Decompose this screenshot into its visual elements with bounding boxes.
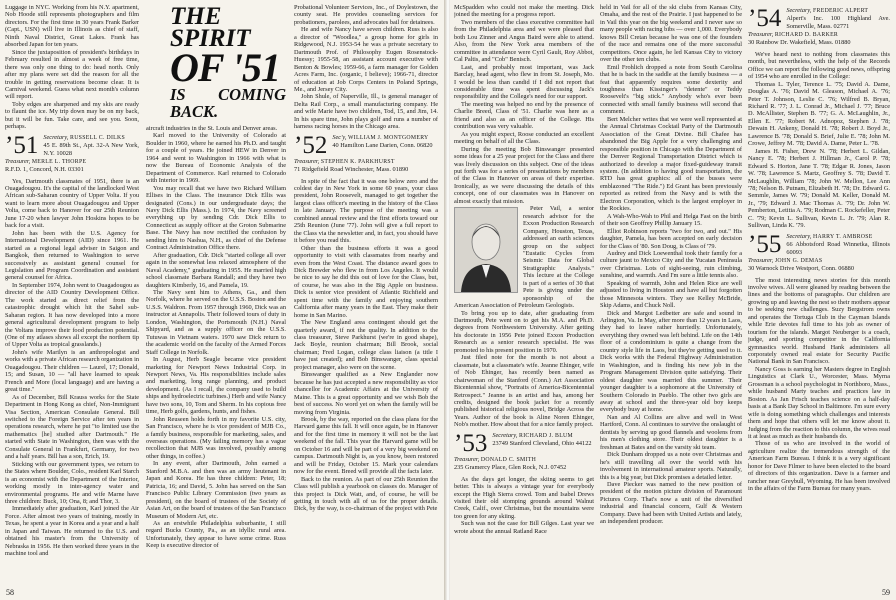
paragraph: You may recall that we have two Richard William Ellises in the Class. The insurance Dick Ellis was designated (Cons.) in our undergraduate days; the Navy Dick Ellis (Mass.). In 1974, the Navy screened everything up by sending Cdr. Dick Ellis to Connecticut as supply officer at the Groton Submarine Base. The Navy has now rectified the confusion by sending him to Nashua, N.H., as chief of the Defense Contract Administration Office there. <box>146 184 286 252</box>
headline-line-3: IS COMING BACK. <box>170 85 286 121</box>
paragraph: Bert Melcher writes that we were well represented at the Annual Christmas Cocktail Party of the Dartmouth Association of the Great Divine. Bill Chafee has abandoned the Big Apple for a very challenging and responsible position in Chicago with the Department of the Denver Regional Transportation District which is authorized to develop a major fixed-guideway transit system. (In addition to having good transportation, the RTD has great graphics: all of the busses were emblazoned "The Ride.") Ed Grant has been previously reported as retired from the Navy and is with the Electron Corporation, which is the largest employer in the Rockies. <box>600 115 742 213</box>
secretary-label: Secretary, <box>786 232 812 240</box>
paragraph: Just filed note for the month is not about a classmate, but a classmate's wife. Jeanne Ehinger, wife of Nob Ehinger, has recently been named as chairwoman of the Stanford (Conn.) Art Association Bicentennial show, "Portraits of America-Bicentennial Retrospect." Jeanne is an artist and has, among her credits, designed the book jacket for a recently published historical religious novel, Bridge Across the Years. Author of the book is Aline Noren Ehinger, Nob's mother. How about that for a nice family project. <box>454 354 594 429</box>
paragraph: To bring you up to date, after graduating from Dartmouth, Pete went on to get his M.A. and Ph.D. degrees from Northwestern University. After getting his doctorate in 1956 Pete joined Exxon Production Research as a senior research specialist. He was promoted to his present position in 1970. <box>454 309 594 354</box>
treasurer-address: 235 Gramercy Place, Glen Rock, N.J. 07452 <box>454 464 567 472</box>
right-page <box>450 0 896 600</box>
paragraph: John has been with the U.S. Agency for International Development (AID) since 1961. He started as a regional legal adviser in Saigon and Bangkok, then returned to Washington to serve successively as assistant general counsel for Legislation and Program Coordination and assistant general counsel for Africa. <box>5 229 139 282</box>
paragraph: Dick Dunham dropped us a note over Christmas and he's still travelling all over the world with his involvement in international amateur sports. Naturally, this is a big year, but Dick promises a detailed letter. <box>600 451 742 481</box>
paragraph: Immediately after graduation, Karl joined the Air Force. After almost two years of training, mostly in Texas, he spent a year in Korea and a year and a half in Japan and Taiwan. He returned to the U.S. and obtained his master's from the University of Nebraska in 1956. He then worked three years in the machine tool and <box>5 505 139 558</box>
column-5 <box>600 4 742 582</box>
paragraph: Luggage in NYC. Working from his N.Y. apartment, Nob Hoode still represents photographers and film directors. For the first time in 30 years Frank Barker (Capt., USN) will live in Illinois as chief of staff, Ninth Naval District, Great Lakes. Frank has absorbed Japan for ten years. <box>5 4 139 49</box>
class-year: ’54 <box>748 5 782 32</box>
secretary-label: Sec'y, <box>332 133 347 141</box>
treasurer-name: MERLE L. THORPE <box>31 158 87 165</box>
paragraph: In spite of the fact that it was one below zero and the coldest day in New York in some 60 years, your class president, John Roosevelt, managed to get together the largest class officer's meeting in the history of the Class in late January. The purpose of the meeting was a combined annual review and the first efforts toward our 25th Reunion (June '77). John will give a full report to the Class via the newsletter and, in fact, you should have it before you read this. <box>294 177 438 245</box>
paragraph: Dave Piecker was named to the new position of president of the motion picture division of Paramount Pictures Corp. That's now a unit of the diversified industrial and financial concern, Gulf & Western Company. Dave had been with United Artists and lately, an independent producer. <box>600 481 742 526</box>
paragraph: As an erstwhile Philadelphia suburbanite, I still regard Bucks County, Pa., as an idyllic rural area. Unfortunately, they appear to have some crime. Russ Keep is executive director of <box>146 520 286 550</box>
paragraph: Elliot Robinson reports "two for two, and out." His daughter, Pamela, has been accepted on early decision for the Class of '80. Son Doug, is Class of '79. <box>600 227 742 250</box>
paragraph: A Wah-Who-Wah to Phil and Helga Fast on the birth of their son Geoffrey Phillip January 15. <box>600 212 742 228</box>
class-year: ’52 <box>294 131 328 159</box>
secretary-address: 23749 Stanford Cleveland, Ohio 44122 <box>492 440 592 448</box>
paragraph: We've heard next to nothing from classmates this month, but nevertheless, with the help of the Records Office we can report the following good news, offspring of 1954 who are enrolled in the College: <box>748 50 890 81</box>
paragraph: Dick and Margot Ledbetter are safe and sound in Arlington, Va. In May, after more than 12 years in Laos, they had to leave rather hurriedly. Unfortunately, everything they owned was left behind. Life on the 14th floor of a condominium is quite a change from the country style life in Laos, but they're getting used to it. Dick works with the Federal Highway Administration in Washington, and is finding his new job in the Program Management Division quite satisfying. Their oldest daughter was married this summer. Their younger daughter is a sophomore at the University of Southern Colorado in Pueblo. The other two girls are away at school and the three-year old boy keeps everybody busy at home. <box>600 309 742 414</box>
page-number: 59 <box>882 588 890 597</box>
paragraph: In any event, after Dartmouth, John earned a Stanford M.B.A. and then was an army lieutenant in Japan and Korea. He has three children: Peter, 18; Patricia, 16; and David, 5. John has served on the San Francisco Public Library Commission (two years as president), on the board of trustees of the Society of Asian Art, on the board of trustees of the San Francisco Museum of Modern Art, etc. <box>146 460 286 520</box>
column-4 <box>454 4 594 582</box>
paragraph: Binswanger qualified as a New Englander now because he has just accepted a new responsibility as vice chancellor for Academic Affairs at the University of Maine. This is a great opportunity and we wish Bob the best of success. No word yet on when the family will be moving from Virginia. <box>294 371 438 416</box>
secretary-label: Secretary, <box>786 7 812 14</box>
paragraph: Probational Volunteer Services, Inc., of Doylestown, the county seat. He provides counseling services for probationers, parolees, and advocates bail for detainees. <box>294 4 438 26</box>
column-1 <box>5 4 139 582</box>
paragraph: held in Vail for all of the ski clubs from Kansas City, Omaha, and the rest of the Prairie. I just happened to be in Vail this year on the big weekend and I never saw so many people with racing bibs — over 1,000. Everybody knows Bill Cretan because he was one of the founders of the race and remains one of the more successful competitors. Once again, he led Kansas City to victory over the other ten clubs. <box>600 4 742 64</box>
paragraph: Audrey and Dick Loewenthal took their family for a culture jaunt to Mexico City and the Yucatan Peninsula over Christmas. Lots of sight-seeing, ruin climbing, sunshine, and warmth. And I'm sure a little tennis also. <box>600 249 742 280</box>
treasurer-address: 71 Ridgefield Road Winchester, Mass. 01890 <box>294 166 409 174</box>
secretary-label: Secretary, <box>43 133 69 141</box>
paragraph: In August, Herb Seagle became vice president marketing for Newport News Industrial Corp. in Newport News, Va. His responsibilities include sales and marketing, long range planning, and product development. (As I recall, the company used to build ships and hydroelectric turbines.) Herb and wife Nancy have two sons, 10, Tom and Sherm. In his copious free time, Herb golfs, gardens, hunts, and fishes. <box>146 356 286 416</box>
paragraph: Brook, by the way, reported on the class plans for the Harvard game this fall. It will once again, be in Hanover and for the first time in memory it will not be the last weekend of the fall. This year the Harvard game will be on October 16 and will be part of a very big weekend on campus. Dartmouth Night is, as you know, been restored and will be Friday, October 15. Mark your calendars now for the event. Breed will provide all the facts later. <box>294 416 438 476</box>
treasurer-address: 30 Rainbow Dr. Wakefield, Mass. 01880 <box>748 39 851 47</box>
column-2 <box>146 4 286 582</box>
paragraph: Two members of the class executive committee hail from the Philadelphia area and we were pleased that both Lou Zinner and Angus Baird were able to attend. Also, from the New York area members of the committee in attendance were Cyril Gault, Roy Abbot, Cal Paltis, and "Cob" Benisch. <box>454 18 594 64</box>
paragraph: McSpadden who could not make the meeting. Dick joined the meeting for a progress report. <box>454 4 594 19</box>
portrait-photo-graphic <box>455 208 517 292</box>
paragraph: Such was not the case for Bill Gilges. Last year we wrote about the annual Ratland Race <box>454 520 594 535</box>
paragraph: Thomas L. Tyler, Terence L. '75; David A. Dame, Douglas A. '76; David M. Gleason, Michael A. '76; Peter T. Johnson, Leslie C. '76; Wilfred B. Bryan, Richard R. '77; J. L. Conrad Jr., Michael J. '77; Bruce D. McAllister, Stephen B. '77; G. A. McLaughlin, Jr., Ellen E. '77; Robert M. Adnopoz, Stephen J. '78; Dewain H. Ankeny, Donald H. '78; Robert J. Boyd Jr., Lawrence B. '78; Donald S. Brief, Julie E. '78; John M. Crowe, Jeffrey M. '78; David A. Dame, Peter L. '78. <box>748 80 890 148</box>
paragraph: James H. Fisher, Drew N. '78; Herbert L. Gildan, Nancy E. '78; Herbert J. Hillman Jr., Carol P. '78; Edward S. Horton, Jane T. '78; Edgar R. Jones, Jason W. '78; Lawrence S. Martz, Geoffrey S. '78; David T. McLaughlin, William '78; John W. Mellon, Lee Ann '78; Nelson B. Putnam, Elizabeth H. '78; Dr. Edward G. Semmle, James W. '79; Donald M. Keller, Donald M. Jr., '79; Edward J. Mac Thomas A. '79; Dr. John W. Pemberton, Letitia A. '79; Rodman C. Rockefeller, Peter C. '79; Kevin L. Sullivan, Kevin L. Jr. '79; Alan R. Sullivan, Linda K. '79. <box>748 147 890 230</box>
secretary-name: FREDERIC ALPERT <box>813 8 869 14</box>
class-header-51 <box>5 131 139 174</box>
treasurer-label: Treasurer, <box>294 157 320 165</box>
paragraph: He and wife Nancy have seven children. Russ is also a director of "Woodlea," a group home for girls in Ridgewood, N.J. 1953-54 he was a private secretary to Dartmouth Prof. of Philosophy Eugen Rosenstock-Huessy; 1955-58, an assistant account executive with Benton & Bowles; 1959-66, a farm manager for Golden Acres Farm, Inc. (organic, I believe); 1966-71, director of education at Job Corps Centers in Poland Springs, Me., and Jersey City. <box>294 26 438 93</box>
secretary-name: WILLIAM J. MONTGOMERY <box>348 134 429 141</box>
headline-line-2: OF '51 <box>170 45 280 90</box>
treasurer-label: Treasurer, <box>748 31 774 38</box>
secretary-address: Alpert's Inc. 100 Highland Ave. Somerville, Mass. 02771 <box>786 15 890 30</box>
paragraph: Nancy Goss is earning her Masters degree in English Linguistics at Clark U., Worcester, Mass. Myrna Grossman is a school psychologist in Northboro, Mass., while husband Marty teaches and practices law in Boston. As Jan Frisch teaches science on a half-day basis at a Bank Day School in Baltimore. I'm sure every wife is doing something which challenges and interests them and hope that others will let me know about it. Judging from the reaction to this column, the wives read it at least as much as their husbands do. <box>748 365 890 441</box>
treasurer-address: R.F.D. 1, Concord, N.H. 03301 <box>5 166 84 174</box>
paragraph: The most interesting news stories for this month involve wives. All were gleaned by reading between the lines and the bottoms of paragraphs. Our children are growing up and leaving the nest so their mothers appear to be seeking new challenges. Suzy Bergstrom owns and operates the Tortuga Club in the Cayman Islands while Erie devotes full time to his job as owner of tourism for the islands. Margot Neuberger is a coach, judge, and sporting competitor in the California gymnastics world. Husband Hank administers all corporately owned real estate for Security Pacific National Bank in San Francisco. <box>748 276 890 366</box>
paragraph: Toby edges are sharpened and my skis are ready to flaunt the ice. My trip down may be on my back, but it will be fun. Take care, and see you. Soon, perhaps. <box>5 100 139 131</box>
paragraph: Back to the reunion. As part of our 25th Reunion the Class will publish a yearbook on classes do. Manager of this project is Dick Watt, and, of course, he will be getting in touch with all of us for the proper details. Dick, by the way, is co-chairman of the project with Pete <box>294 475 438 513</box>
class-header-52 <box>294 131 438 174</box>
left-page <box>0 0 446 600</box>
secretary-name: RUSSELL C. DILKS <box>70 134 126 141</box>
paragraph: John Shule, of Naperville, Ill., is general manager of Delta Rail Corp., a small manufacturing company. He and wife Marie have two children, Tod, 15, and Jim, 14. In his spare time, John plays golf and runs a number of harness racing horses in the Chicago area. <box>294 93 438 131</box>
class-header-54 <box>748 7 890 47</box>
column-6 <box>748 4 890 582</box>
paragraph: Speaking of warmth, John and Helen Rice are well adjusted to living in Houston and have all but forgotten those Minnesota winters. They see Kelley McBride, Skip Adams, and Chuck Noll. <box>600 279 742 310</box>
treasurer-label: Treasurer, <box>454 455 480 463</box>
portrait-photo <box>454 207 518 293</box>
treasurer-name: DONALD C. SMITH <box>480 456 537 463</box>
treasurer-name: JOHN G. DEMAS <box>774 257 823 264</box>
treasurer-label: Treasurer, <box>748 256 774 264</box>
paragraph: As the days get longer, the skiing seems to get better. This is always a vintage year for everybody except the High Sierra crowd. Tom and Isabel Drews visited their old stomping grounds around Walnut Creek, Calif., over Christmas, but the mountains were too green for any skiing. <box>454 475 594 520</box>
headline-line-1: THE SPIRIT <box>170 4 251 52</box>
paragraph: John's wife Marilyn is an anthropologist and works with a private African research organization in Ouagadougou. Their children — Laurel, 17; Donald, 15; and Susan, 10 — "all have learned to speak French and More (local language) and are having a great time." <box>5 348 139 394</box>
class-header-55 <box>748 230 890 273</box>
paragraph: The meeting was helped no end by the presence of Charlie Breed, Class of '51. Charlie was here as a friend and also as an officer of the College. His contribution was very valuable. <box>454 100 594 131</box>
treasurer-name: RICHARD D. BARKER <box>774 32 839 38</box>
paragraph: In September 1974, John went to Ouagadougou as director of the AID Country Development Office. The work started as direct relief from the catastrophic drought which hit the Sahel sub-Saharan region. It has now developed into a more general agricultural development program to help the Voltans improve their food production potential. (One of my atlases shows all except the northern tip of Upper Volta as tropical grasslands.) <box>5 281 139 349</box>
paragraph: Those of us who are involved in the world of agriculture realize the tremendous strength of the American Farm Bureau. I think it is a very significant honor for Dave Filmer to have been elected to the board of directors of this organization. Dave is a farmer and rancher near Greybull, Wyoming. He has been involved in the affairs of the Farm Bureau for many years. <box>748 440 890 493</box>
column-3 <box>294 4 438 582</box>
paragraph: As of December, Bill Krauss works for the State Department in Hong Kong as chief, Non-Immigrant Visa Section, American Consulate General. Bill switched to the Foreign Service after ten years in operations research, where he put "to limited use the mathematics [he] studied after Dartmouth." He started with State in Washington, then was with the Consulate General in Frankfurt, Germany, for two and a half years. Bill has a son, Erich, 19. <box>5 393 139 461</box>
paragraph: Last, and probably most important, was Jack Barclay, head agent, who flew in from St. Joseph, Mo. I would be less than candid if I did not report that considerable time was spent discussing Jack's responsibility and the College's need for our support. <box>454 63 594 101</box>
paragraph: aircraft industries in the St. Louis and Denver areas. <box>146 125 278 132</box>
paragraph: Karl moved to the University of Colorado at Boulder in 1960, where he earned his Ph.D. and taught for a couple of years. He joined HEW in Denver in 1964 and went to Washington in 1966 with what is now the Bureau of Economic Analysis of the Department of Commerce. Karl returned to Colorado with Interior in 1969. <box>146 132 286 185</box>
paragraph: Since the juxtaposition of president's birthdays in February resulted in almost a week of free time, there was only one thing to do: head north. Only after my plans were set did the reason for all the trouble in getting reservations become clear. It is Carnival weekend. Guess what next month's column will report. <box>5 48 139 101</box>
secretary-name: HARRY T. AMBROSE <box>813 233 873 240</box>
secretary-address: 45 E. 89th St., Apt. 32-A New York, N.Y. 10028 <box>43 142 139 157</box>
treasurer-address: 30 Warnock Drive Westport, Conn. 06880 <box>748 265 854 273</box>
paragraph: Yes, Dartmouth classmates of 1951, there is an Ouagadougou. It's the capital of the landlocked West African sub-Saharan country of Upper Volta. If you want to learn more about Ouagadougou and Upper Volta, come back to Hanover for our 25th Reunion June 17-20 when lawyer John Hoskins hopes to be back for a visit. <box>5 177 139 230</box>
treasurer-label: Treasurer, <box>5 157 31 165</box>
page-number: 58 <box>6 588 14 597</box>
paragraph: Peter Vail, a senior research advisor for the Exxon Production Research Company, Houston, Texas, addressed an earth sciences group on the subject "Eustatic Cycles from Seismic Data for Global Stratigraphic Analysis." This lecture at the College is part of a series of 30 that Pete is giving under the sponsorship of the American Association of Petroleum Geologists. <box>454 205 594 310</box>
paragraph: John Reuseen holds forth in my favorite U.S. city, San Francisco, where he is vice president of MJB Co., a family business, responsible for marketing, sales, and overseas operations. (My failing memory has a vague recollection that MJB was involved, possibly among other things, in coffee.) <box>146 415 286 460</box>
paragraph: Emil Frohlich dropped a note from South Carolina that he is back in the saddle at the family business — a feat that apparently requires some dexterity and toughness than Kissinger's "detente" or Teddy Roosevelt's "big stick." Anybody who's ever been connected with small family business will second that comment. <box>600 63 742 116</box>
class-header-53 <box>454 429 594 472</box>
paragraph: After graduation, Cdr. Dick "started college all over again in the somewhat less relaxed atmosphere of the Naval Academy," graduating in 1955. He married high school classmate Barbara Randall; and they have two daughters Kimberly, 16, and Pamela, 19. <box>146 251 286 289</box>
secretary-address: 40 Hamilton Lane Darien, Conn. 06820 <box>332 142 433 150</box>
paragraph: As you might expect, Roose conducted an excellent meeting on behalf of all the Class. <box>454 130 594 146</box>
paragraph: The Navy sent him to Athens, Ga., and then Norfolk, where he served on the U.S.S. Boston and the U.S.S. Waldron. From 1957 through 1960, Dick was an instructor at Annapolis. Their followed tours of duty in London, Washington, the Portsmouth (N.H.) Naval Shipyard, and as a supply officer on the U.S.S. Tutuwas in Vietnam waters. 1970 saw Dick return to the academic world on the faculty of the Armed Forces Staff College in Norfolk. <box>146 288 286 356</box>
secretary-label: Secretary, <box>492 431 518 439</box>
headline <box>170 6 286 120</box>
paragraph: During the meeting Bob Binswanger presented some ideas for a 25 year project for the Class and there was lively discussion on this subject. One of the ideas put forth was for a series of presentations by members of the Class in Hanover on areas of their expertise. Ironically, as we were discussing the details of this concept, one of our classmates was in Hanover on almost exactly that mission. <box>454 145 594 205</box>
class-year: ’51 <box>5 131 39 159</box>
treasurer-name: STEPHEN K. PARKHURST <box>320 158 395 165</box>
paragraph: Other than the business efforts it was a good opportunity to visit with classmates from nearby and even from the West Coast. The distance award goes to Dick Brewder who flew in from Los Angeles. It would be nice to say he did this out of love for the Class, but, of course, he was also in the Big Apple on business. Dick is senior vice president of Atlantic Richfield and spent time with the family and enjoying southern California after many years in the East. They make their home in San Marino. <box>294 244 438 319</box>
paragraph: The New England area contingent should get the quarterly award, if not the quality. In addition to the class treasurer, Steve Parkhurst (we're in good shape), Jack Boyle, reunion chairman; Bill Brook, social chairman; Fred Logan, college class liaison (a title I have just created); and Bob Binswanger, class special project manager, also were on the scene. <box>294 319 438 371</box>
class-year: ’53 <box>454 429 488 457</box>
class-year: ’55 <box>748 230 782 258</box>
paragraph: Nan and Al Collins are alive and well in West Hartford, Conn. Al continues to survive the onslaught of dentists by serving up good flannels and woolens from his men's clothing store. Their oldest daughter is a freshman at Bates and on the varsity ski team. <box>600 413 742 451</box>
secretary-name: RICHARD J. BLUM <box>519 432 573 439</box>
paragraph: Sticking with our government types, we return to the States where Boulder, Colo., resident Karl Starch is an economist with the Department of the Interior, working mostly in inter-agency water and environmental programs. He and wife Marne have three children: Buck, 10; Ona, 8; and Thor, 3. <box>5 460 139 505</box>
secretary-address: 66 Abbotsford Road Winnetka, Illinois 60093 <box>786 241 890 256</box>
